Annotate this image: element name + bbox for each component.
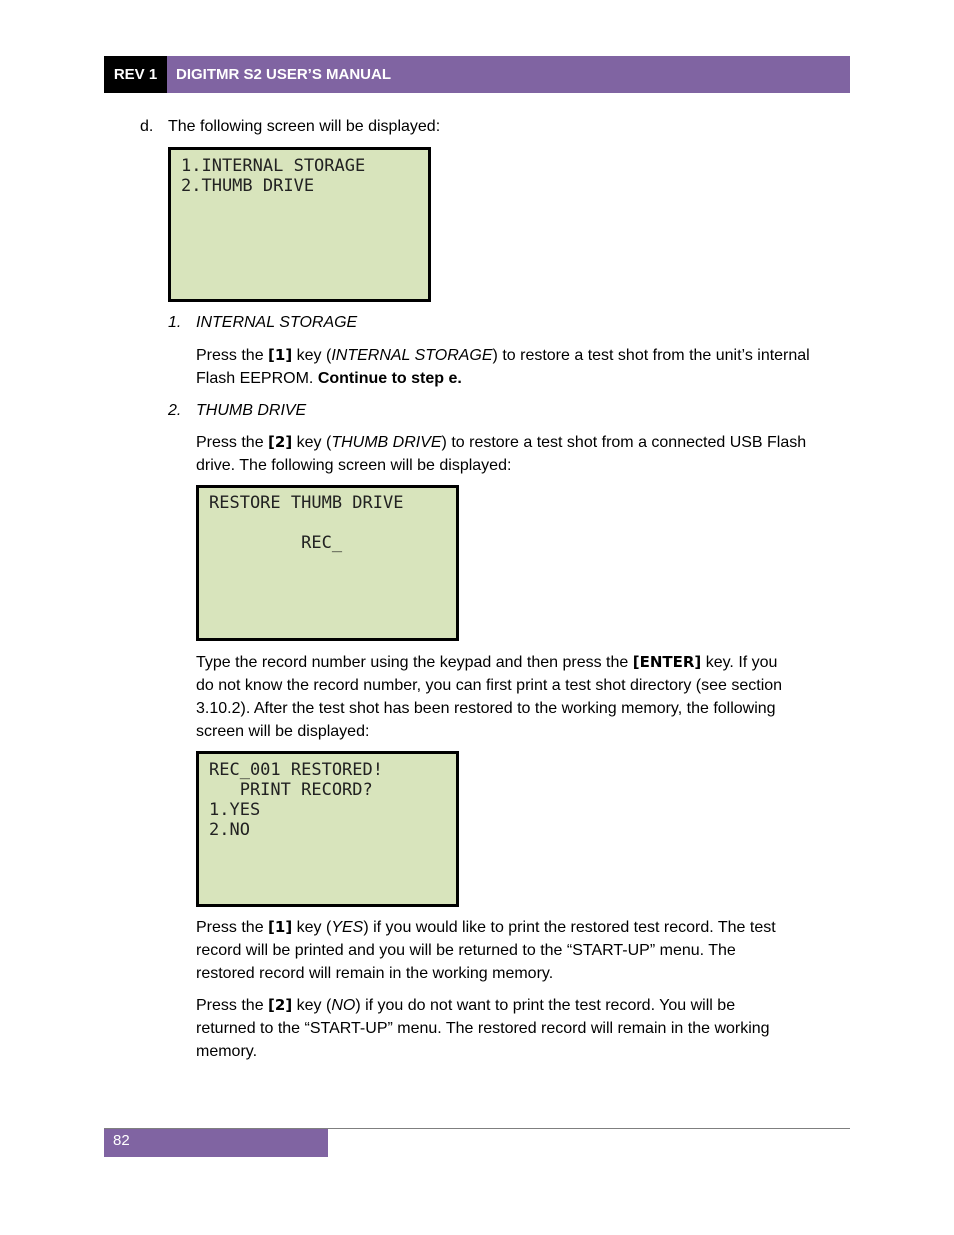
text: Press the	[196, 997, 269, 1014]
text-line: record will be printed and you will be returned to the “START-UP” menu. The	[196, 942, 736, 959]
page-header	[104, 56, 850, 93]
italic-text: INTERNAL STORAGE	[331, 347, 493, 364]
print-yes-description	[196, 916, 846, 985]
text: Press the	[196, 347, 269, 364]
text-line: returned to the “START-UP” menu. The restored record will remain in the working	[196, 1020, 770, 1037]
key-1-label: [1]	[268, 918, 293, 936]
lcd-line: 1.INTERNAL STORAGE	[181, 156, 366, 176]
continue-instruction: Continue to step e.	[317, 370, 462, 387]
text: key (	[292, 347, 332, 364]
key-2-label: [2]	[268, 996, 293, 1014]
lcd-line: REC_001 RESTORED!	[209, 760, 383, 780]
option-1-marker: 1.	[168, 314, 182, 331]
enter-key-label: [ENTER]	[632, 653, 702, 671]
text: ) if you would like to print the restored test record. The test	[363, 919, 776, 936]
lcd-line: REC_	[209, 533, 343, 553]
record-number-instructions	[196, 651, 846, 743]
lcd-line: 2.THUMB DRIVE	[181, 176, 315, 196]
lcd-line: PRINT RECORD?	[209, 780, 373, 800]
text: key. If you	[701, 654, 778, 671]
option-2-description	[196, 431, 846, 477]
text: ) to restore a test shot from a connected USB Flash	[441, 434, 807, 451]
option-2-heading: THUMB DRIVE	[196, 402, 307, 419]
revision-label: REV 1	[104, 56, 167, 93]
text-line: restored record will remain in the working memory.	[196, 965, 554, 982]
lcd-screen-restore-thumb-drive	[196, 485, 459, 641]
print-no-description	[196, 994, 846, 1063]
text: ) to restore a test shot from the unit’s internal	[492, 347, 810, 364]
lcd-screen-record-restored	[196, 751, 459, 907]
text-line: 3.10.2). After the test shot has been restored to the working memory, the following	[196, 700, 776, 717]
italic-text: NO	[331, 997, 356, 1014]
lcd-line: RESTORE THUMB DRIVE	[209, 493, 404, 513]
key-1-label: [1]	[268, 346, 293, 364]
option-2-marker: 2.	[168, 402, 182, 419]
text-line: screen will be displayed:	[196, 723, 370, 740]
step-d-marker: d.	[140, 118, 154, 135]
step-d-text: The following screen will be displayed:	[168, 118, 441, 135]
text: Flash EEPROM.	[196, 370, 318, 387]
text: key (	[292, 919, 332, 936]
italic-text: THUMB DRIVE	[331, 434, 442, 451]
italic-text: YES	[331, 919, 364, 936]
lcd-line	[209, 514, 446, 534]
text: key (	[292, 434, 332, 451]
text: key (	[292, 997, 332, 1014]
manual-title: DIGITMR S2 USER’S MANUAL	[176, 66, 392, 83]
text-line: drive. The following screen will be displayed:	[196, 457, 512, 474]
text-line: do not know the record number, you can first print a test shot directory (see section	[196, 677, 783, 694]
text: Type the record number using the keypad and then press the	[196, 654, 633, 671]
text: ) if you do not want to print the test record. You will be	[355, 997, 736, 1014]
key-2-label: [2]	[268, 433, 293, 451]
lcd-screen-storage-select	[168, 147, 431, 302]
page-number: 82	[104, 1129, 328, 1157]
lcd-line: 1.YES	[209, 800, 261, 820]
text: Press the	[196, 434, 269, 451]
option-1-heading: INTERNAL STORAGE	[196, 314, 358, 331]
lcd-line: 2.NO	[209, 820, 250, 840]
text-line: memory.	[196, 1043, 258, 1060]
option-1-description	[196, 344, 846, 390]
text: Press the	[196, 919, 269, 936]
